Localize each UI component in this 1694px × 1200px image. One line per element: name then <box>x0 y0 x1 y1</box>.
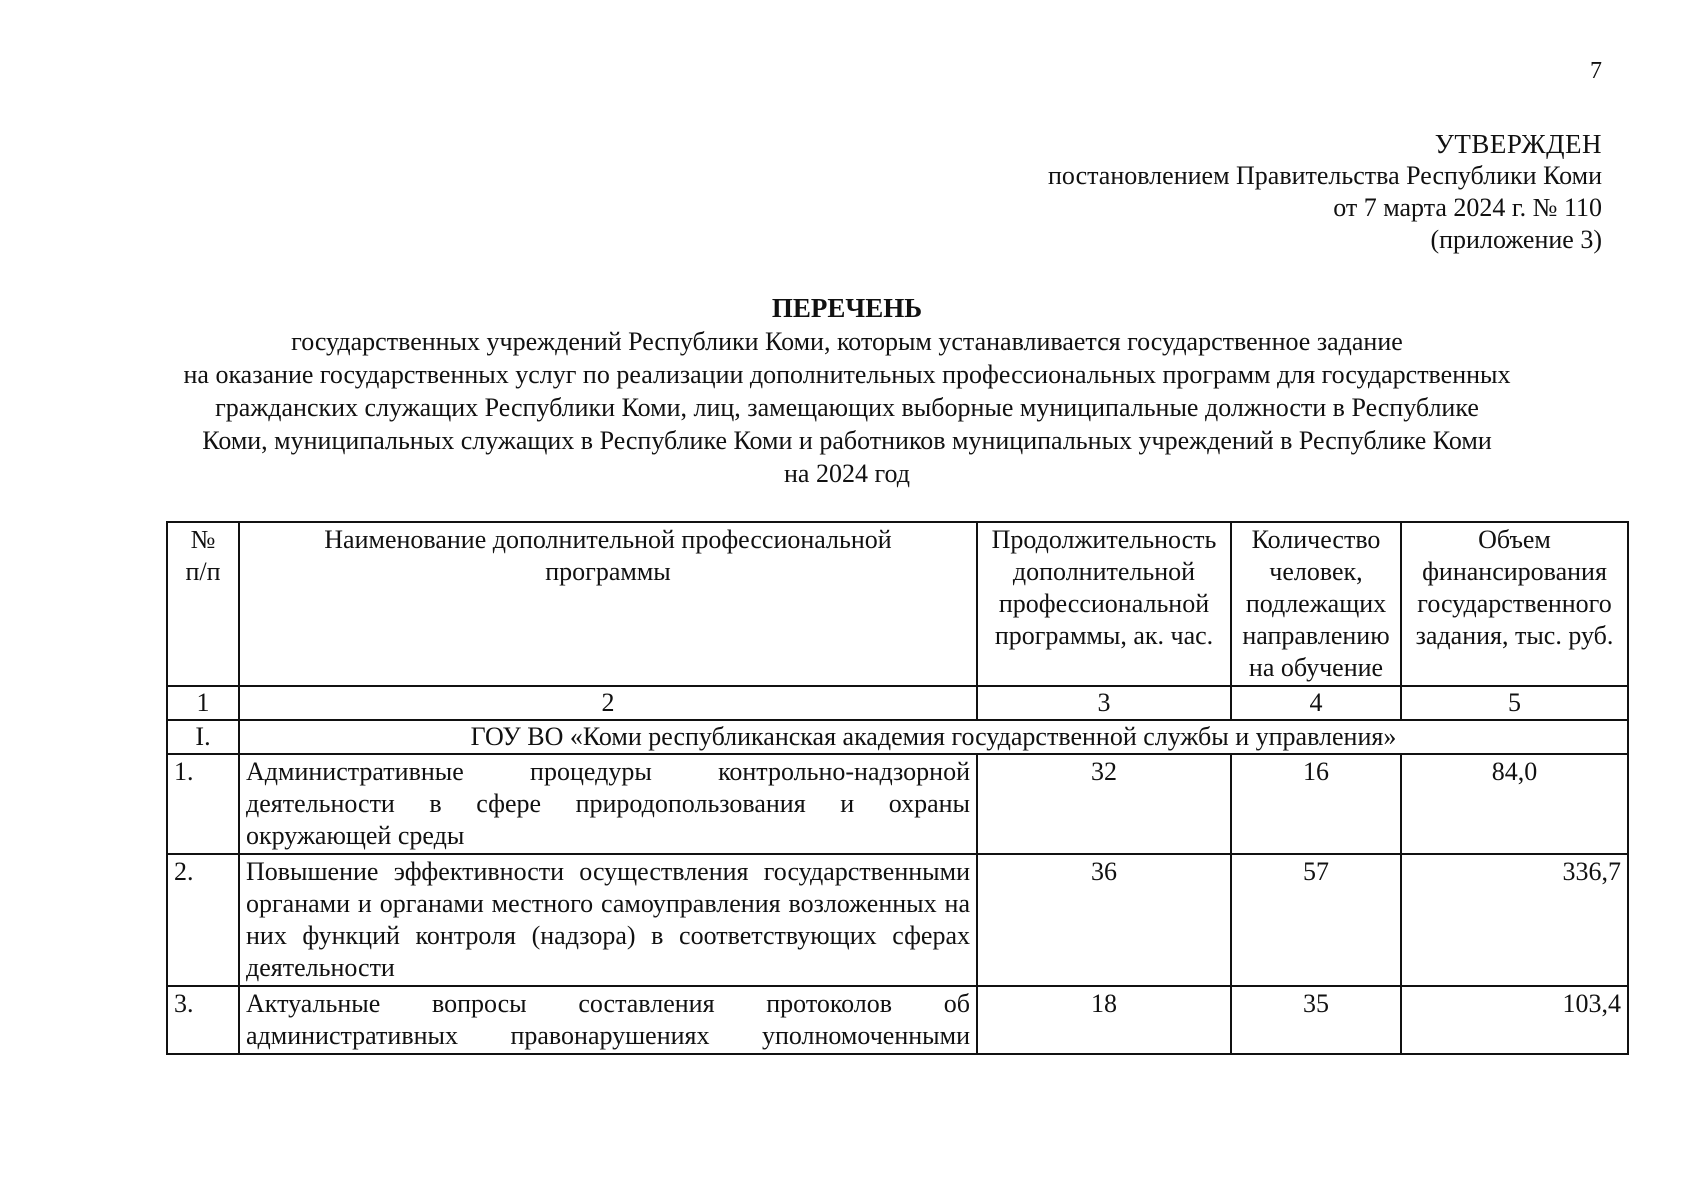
program-hours: 36 <box>977 854 1231 986</box>
people-count: 35 <box>1231 986 1401 1054</box>
program-name: Административные процедуры контрольно-надзорной деятельности в сфере природопользования и охраны окружающей среды <box>239 754 977 854</box>
document-title: ПЕРЕЧЕНЬ <box>771 293 923 323</box>
program-hours: 18 <box>977 986 1231 1054</box>
institutions-table <box>166 521 1629 1055</box>
column-index: 3 <box>977 686 1231 720</box>
heading-line: на оказание государственных услуг по реализации дополнительных профессиональных программ для государственных <box>183 360 1511 389</box>
people-count: 16 <box>1231 754 1401 854</box>
row-number: 3. <box>167 986 239 1054</box>
header-program-name: Наименование дополнительной профессиональной программы <box>239 522 977 686</box>
program-name: Актуальные вопросы составления протоколов об административных правонарушениях уполномоченными <box>239 986 977 1054</box>
column-index-row <box>167 686 1628 720</box>
program-hours: 32 <box>977 754 1231 854</box>
column-index: 5 <box>1401 686 1628 720</box>
table-row <box>167 854 1628 986</box>
header-funding: Объем финансирования государственного задания, тыс. руб. <box>1401 522 1628 686</box>
approval-block <box>1048 128 1602 256</box>
heading-line: на 2024 год <box>784 459 910 488</box>
row-number: 2. <box>167 854 239 986</box>
document-heading <box>92 292 1602 490</box>
section-title: ГОУ ВО «Коми республиканская академия государственной службы и управления» <box>239 720 1628 754</box>
program-name: Повышение эффективности осуществления государственными органами и органами местного самоуправления возложенных на них функций контроля (надзора) в соответствующих сферах деятельности <box>239 854 977 986</box>
column-index: 2 <box>239 686 977 720</box>
header-duration: Продолжительность дополнительной профессиональной программы, ак. час. <box>977 522 1231 686</box>
heading-line: Коми, муниципальных служащих в Республике Коми и работников муниципальных учреждений в Республике Коми <box>202 426 1492 455</box>
section-row <box>167 720 1628 754</box>
heading-line: гражданских служащих Республики Коми, лиц, замещающих выборные муниципальные должности в Республике <box>215 393 1479 422</box>
section-number: I. <box>167 720 239 754</box>
table-row <box>167 986 1628 1054</box>
funding-amount: 103,4 <box>1401 986 1628 1054</box>
approval-line: (приложение 3) <box>1430 225 1602 254</box>
header-number: № п/п <box>167 522 239 686</box>
approval-title: УТВЕРЖДЕН <box>1434 129 1602 159</box>
row-number: 1. <box>167 754 239 854</box>
page-number: 7 <box>1590 58 1602 84</box>
table-row <box>167 754 1628 854</box>
table-header-row <box>167 522 1628 686</box>
header-people-count: Количество человек, подлежащих направлению на обучение <box>1231 522 1401 686</box>
people-count: 57 <box>1231 854 1401 986</box>
funding-amount: 336,7 <box>1401 854 1628 986</box>
column-index: 4 <box>1231 686 1401 720</box>
approval-line: от 7 марта 2024 г. № 110 <box>1333 193 1602 222</box>
column-index: 1 <box>167 686 239 720</box>
funding-amount: 84,0 <box>1401 754 1628 854</box>
approval-line: постановлением Правительства Республики Коми <box>1048 161 1602 190</box>
heading-line: государственных учреждений Республики Коми, которым устанавливается государственное задание <box>291 327 1403 356</box>
